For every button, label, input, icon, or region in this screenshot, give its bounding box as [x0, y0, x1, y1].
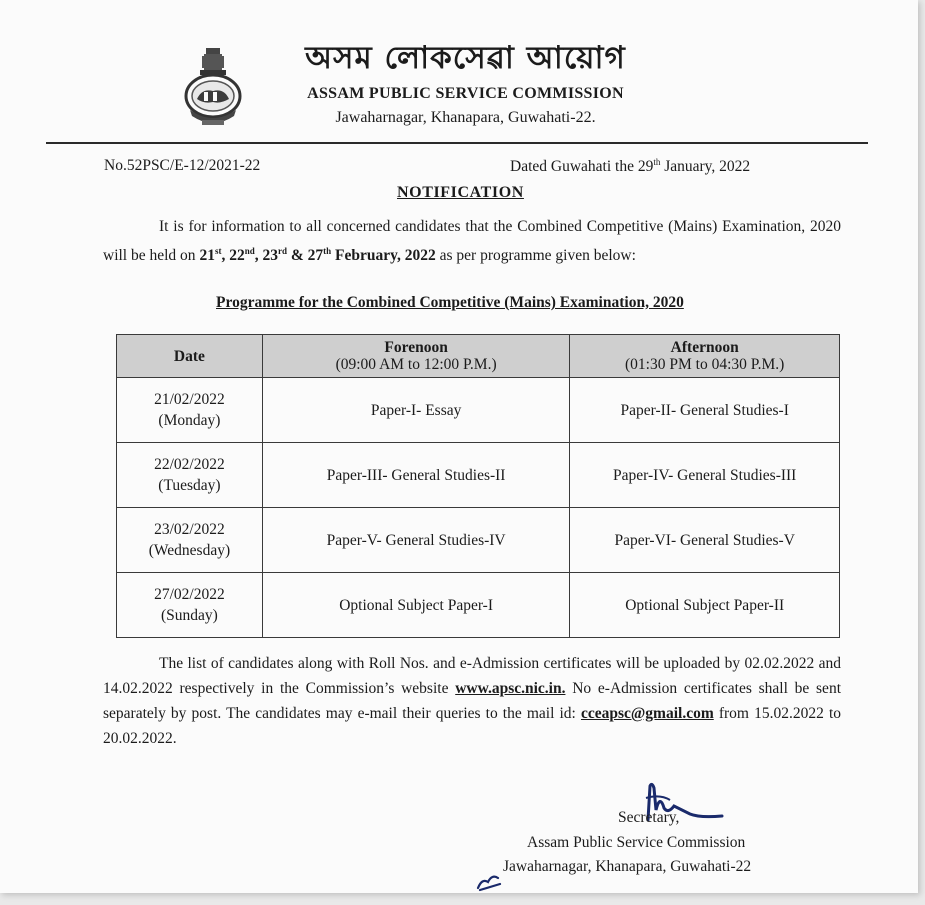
date-line [510, 157, 750, 176]
notification-title: NOTIFICATION [397, 184, 524, 201]
header-forenoon: Forenoon (09:00 AM to 12:00 P.M.) [262, 335, 570, 378]
closing-text-2: No e-Admission certificates shall be sent separately by post. The candidates may e-mail their queries to the mail id: [103, 680, 841, 722]
intro-text-end: as per programme given below: [435, 247, 636, 265]
signatory-address: Jawaharnagar, Khanapara, Guwahati-22 [503, 858, 752, 875]
table-row [117, 508, 840, 573]
date-suffix-ordinal: th [653, 157, 661, 167]
table-row [117, 378, 840, 443]
signatory-designation: Secretary, [618, 809, 680, 826]
cell-forenoon: Paper-III- General Studies-II [262, 443, 570, 508]
closing-paragraph [103, 651, 841, 751]
date-month-year: January, 2022 [660, 158, 751, 176]
commission-address: Jawaharnagar, Khanapara, Guwahati-22. [335, 109, 596, 126]
table-header-row [117, 335, 840, 378]
header-afternoon: Afternoon (01:30 PM to 04:30 P.M.) [570, 335, 840, 378]
programme-title: Programme for the Combined Competitive (Mains) Examination, 2020 [216, 294, 684, 311]
exam-schedule-table [116, 334, 840, 638]
cell-afternoon: Paper-II- General Studies-I [570, 378, 840, 443]
cell-afternoon: Paper-IV- General Studies-III [570, 443, 840, 508]
signatory-organization: Assam Public Service Commission [527, 834, 746, 851]
initials-mark-icon [474, 864, 504, 892]
email-link[interactable]: cceapsc@gmail.com [580, 705, 714, 722]
closing-text-3: from 15.02.2022 to 20.02.2022. [103, 705, 841, 747]
commission-name-english: ASSAM PUBLIC SERVICE COMMISSION [307, 85, 624, 102]
intro-text: It is for information to all concerned candidates that the Combined Competitive (Mains) Examination, 2020 will be held on [103, 218, 841, 265]
cell-date: 27/02/2022 (Sunday) [117, 573, 263, 638]
cell-date: 23/02/2022 (Wednesday) [117, 508, 263, 573]
state-emblem-icon [180, 46, 246, 132]
cell-date: 21/02/2022 (Monday) [117, 378, 263, 443]
header-date: Date [117, 335, 263, 378]
table-row [117, 443, 840, 508]
reference-number: No.52PSC/E-12/2021-22 [104, 157, 261, 174]
header-divider [46, 142, 868, 144]
date-prefix: Dated Guwahati the 29 [510, 158, 654, 176]
cell-afternoon: Optional Subject Paper-II [570, 573, 840, 638]
cell-forenoon: Paper-V- General Studies-IV [262, 508, 570, 573]
cell-afternoon: Paper-VI- General Studies-V [570, 508, 840, 573]
cell-forenoon: Optional Subject Paper-I [262, 573, 570, 638]
exam-dates: 21st, 22nd, 23rd & 27th February, 2022 [199, 246, 436, 265]
cell-forenoon: Paper-I- Essay [262, 378, 570, 443]
intro-paragraph [103, 214, 841, 268]
table-row [117, 573, 840, 638]
cell-date: 22/02/2022 (Tuesday) [117, 443, 263, 508]
website-link[interactable]: www.apsc.nic.in. [455, 680, 566, 697]
commission-name-assamese: অসম লোকসেৱা আয়োগ [305, 40, 626, 76]
closing-text: The list of candidates along with Roll Nos. and e-Admission certificates will be uploaded by 02.02.2022 and 14.02.2022 respectively in the Commission’s website [103, 655, 841, 697]
